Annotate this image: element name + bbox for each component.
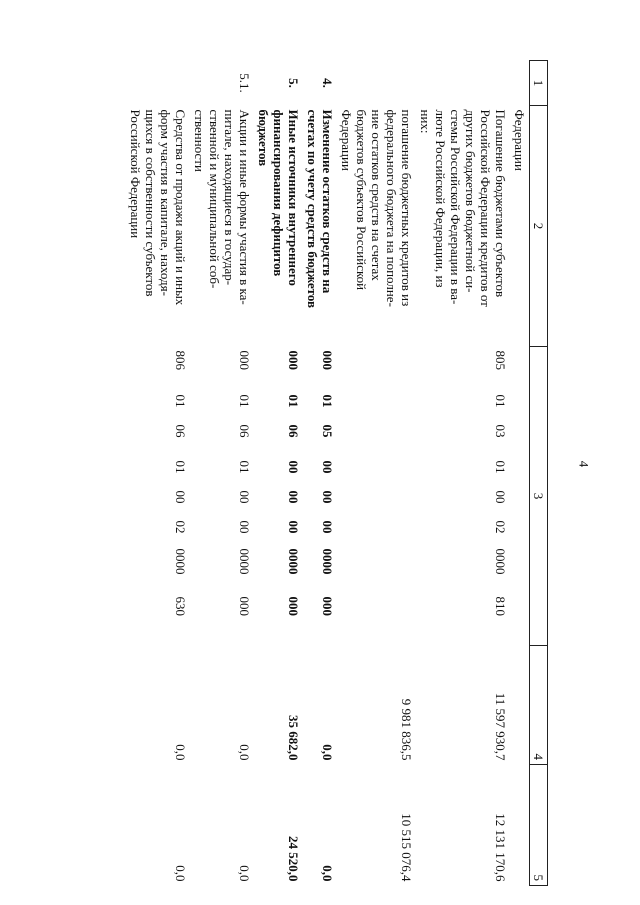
row-number [416, 61, 510, 106]
code-part: 01 [173, 460, 188, 474]
row-classification-code [254, 347, 303, 646]
row-value-col4: 35 682,0 [286, 715, 301, 761]
row-number: 4. [320, 78, 335, 88]
table-row [126, 61, 190, 886]
row-value-col4 [510, 646, 530, 765]
table-row [337, 61, 416, 886]
code-part: 00 [320, 490, 335, 504]
code-part: 01 [493, 394, 508, 408]
row-value-col5 [510, 765, 530, 886]
code-part: 06 [286, 424, 301, 438]
code-part: 000 [320, 350, 335, 370]
table-header-row [530, 61, 548, 886]
code-part: 0000 [493, 548, 508, 575]
code-part: 000 [237, 350, 252, 370]
header-col-3: 3 [530, 347, 548, 646]
table-row [190, 61, 254, 886]
code-part: 806 [173, 350, 188, 370]
code-part: 01 [237, 460, 252, 474]
code-part: 00 [320, 460, 335, 474]
row-value-col5: 0,0 [237, 865, 252, 882]
page-number: 4 [576, 460, 592, 468]
row-value-col5: 0,0 [320, 865, 335, 882]
row-number [510, 61, 530, 106]
row-number [126, 61, 190, 106]
code-part: 00 [173, 490, 188, 504]
row-name: погашение бюджетных кредитов из федерального бюджета на пополне- ние остатков средств на счетах бюджетов субъектов Российской Федерации [339, 109, 414, 307]
table-row [510, 61, 530, 886]
row-number [337, 61, 416, 106]
row-classification-code [126, 347, 190, 646]
code-part: 0000 [286, 548, 301, 575]
row-number: 5.1. [237, 73, 252, 93]
code-part: 05 [320, 424, 335, 438]
row-value-col4: 9 981 836,5 [399, 698, 414, 761]
code-part: 000 [320, 596, 335, 616]
row-classification-code [337, 347, 416, 646]
code-part: 00 [320, 520, 335, 534]
row-value-col5: 12 131 170,6 [493, 813, 508, 882]
row-value-col4: 0,0 [237, 744, 252, 761]
row-name: Погашение бюджетами субъектов Российской Федерации кредитов от других бюджетов бюджетной си- стемы Российской Федерации в ва- люте Российской Федерации, из них: [418, 109, 508, 307]
row-name: Федерации [512, 109, 527, 171]
code-part: 01 [493, 460, 508, 474]
code-part: 02 [173, 520, 188, 534]
code-part: 000 [237, 596, 252, 616]
row-number: 5. [286, 78, 301, 88]
row-value-col5: 10 515 076,4 [399, 813, 414, 882]
code-part: 805 [493, 350, 508, 370]
row-name: Иные источники внутреннего финансирования дефицитов бюджетов [256, 109, 301, 286]
code-part: 00 [237, 520, 252, 534]
table-row [254, 61, 303, 886]
rotated-table-container [78, 60, 548, 882]
code-part: 630 [173, 596, 188, 616]
code-part: 01 [173, 394, 188, 408]
code-part: 810 [493, 596, 508, 616]
row-classification-code [190, 347, 254, 646]
code-part: 0000 [237, 548, 252, 575]
header-col-1: 1 [530, 61, 548, 106]
code-part: 000 [286, 350, 301, 370]
header-col-4: 4 [530, 646, 548, 765]
row-classification-code [303, 347, 337, 646]
code-part: 00 [493, 490, 508, 504]
code-part: 00 [286, 490, 301, 504]
header-col-5: 5 [530, 765, 548, 886]
row-value-col4: 11 597 930,7 [493, 692, 508, 761]
row-value-col4: 0,0 [320, 744, 335, 761]
code-part: 01 [237, 394, 252, 408]
row-classification-code [510, 347, 530, 646]
code-part: 01 [286, 394, 301, 408]
code-part: 0000 [173, 548, 188, 575]
table-row [303, 61, 337, 886]
row-name: Акции и иные формы участия в ка- питале, находящиеся в государ- ственной и муниципальной соб- ственности [192, 109, 252, 305]
code-part: 06 [173, 424, 188, 438]
budget-sources-table [126, 60, 548, 886]
code-part: 00 [286, 460, 301, 474]
code-part: 03 [493, 424, 508, 438]
row-name: Изменение остатков средств на счетах по учету средств бюджетов [305, 109, 335, 309]
code-part: 02 [493, 520, 508, 534]
row-value-col5: 0,0 [173, 865, 188, 882]
code-part: 0000 [320, 548, 335, 575]
code-part: 00 [237, 490, 252, 504]
code-part: 01 [320, 394, 335, 408]
code-part: 00 [286, 520, 301, 534]
code-part: 000 [286, 596, 301, 616]
row-classification-code [416, 347, 510, 646]
code-part: 06 [237, 424, 252, 438]
header-col-2: 2 [530, 106, 548, 347]
row-value-col5: 24 520,0 [286, 836, 301, 882]
table-row [416, 61, 510, 886]
row-name: Средства от продажи акций и иных форм участия в капитале, находя- щихся в собственности субъектов Российской Федерации [128, 109, 188, 306]
row-value-col4: 0,0 [173, 744, 188, 761]
